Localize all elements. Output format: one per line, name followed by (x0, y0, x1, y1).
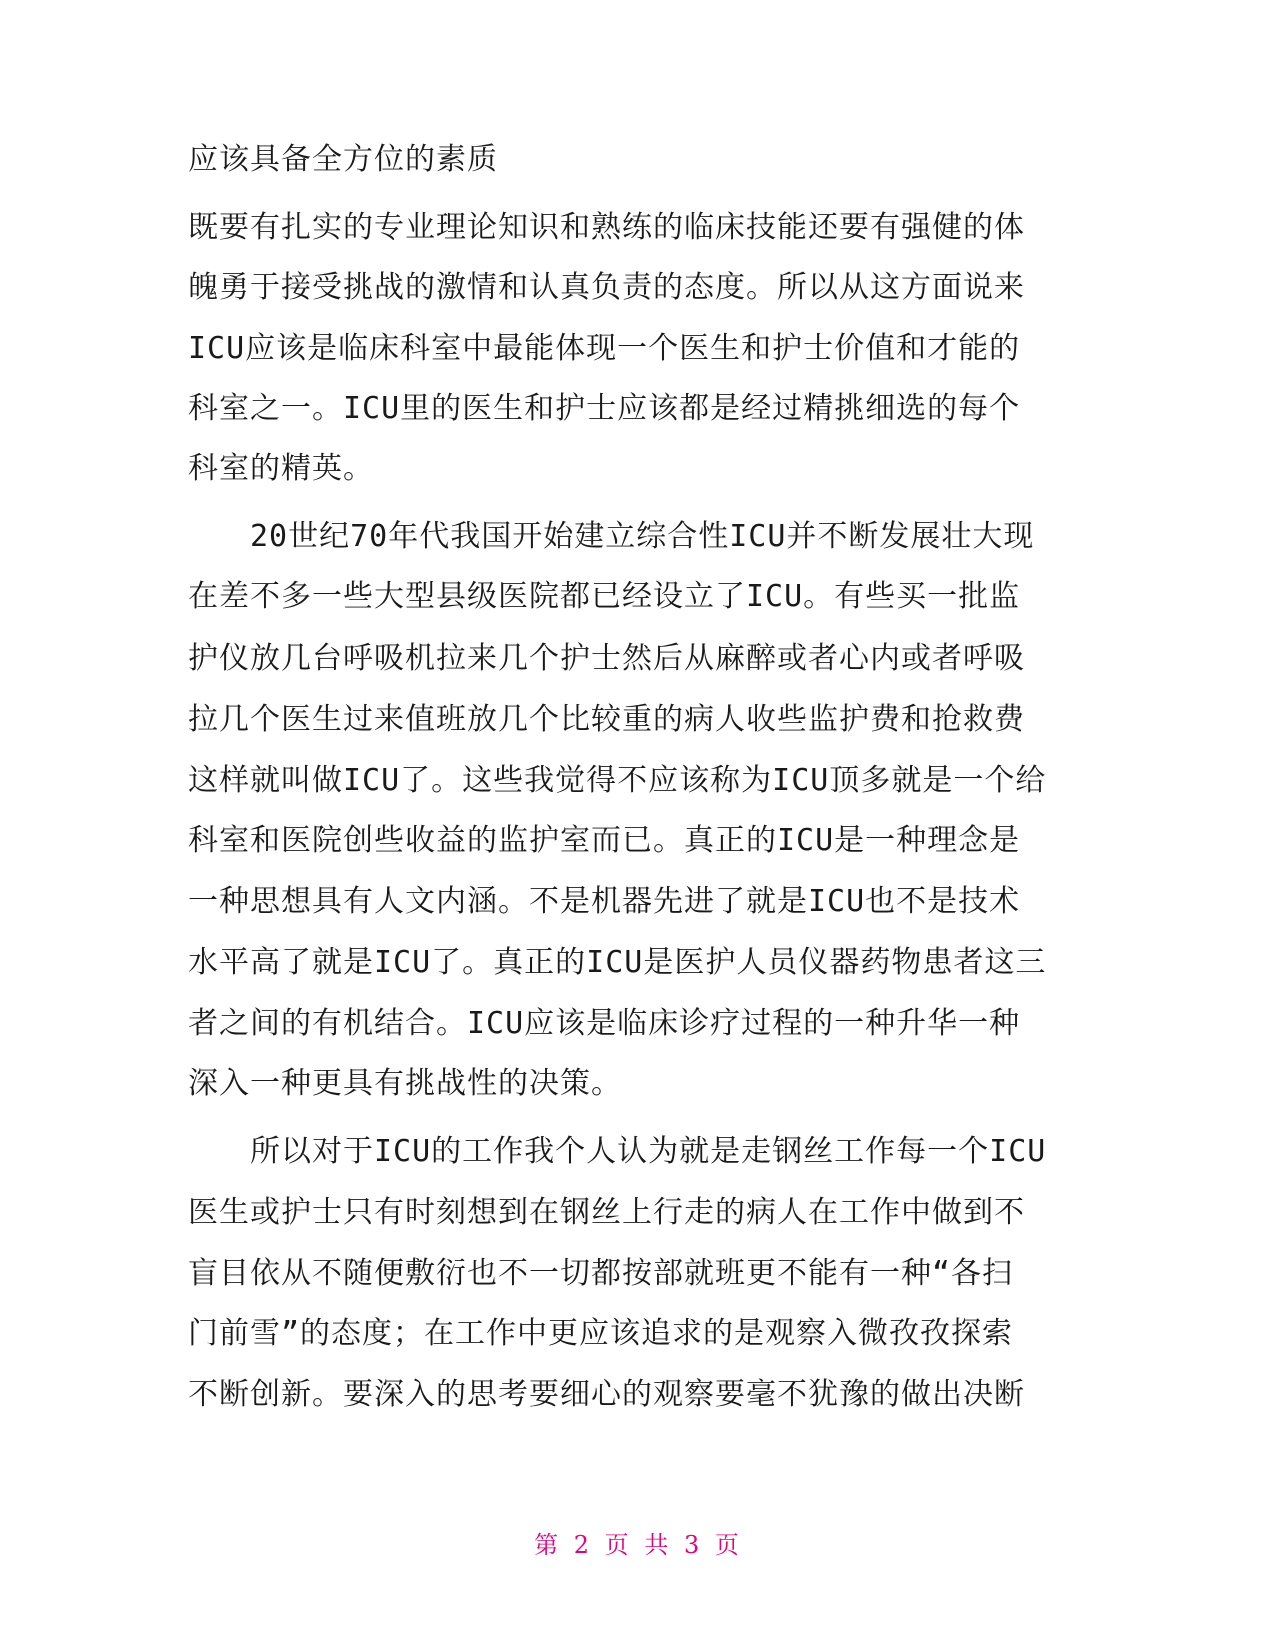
footer-suffix: 页 (714, 1531, 741, 1559)
text-line: 20世纪70年代我国开始建立综合性ICU并不断发展壮大现 (188, 519, 1035, 554)
footer-prefix: 第 (534, 1531, 561, 1559)
text-line: 一种思想具有人文内涵。不是机器先进了就是ICU也不是技术 (188, 884, 1021, 919)
text-line: 门前雪”的态度；在工作中更应该追求的是观察入微孜孜探索 (188, 1316, 1014, 1351)
footer-middle-2: 共 (644, 1531, 671, 1559)
text-line: 深入一种更具有挑战性的决策。 (188, 1066, 622, 1101)
page-footer (0, 1525, 1275, 1560)
text-line: 这样就叫做ICU了。这些我觉得不应该称为ICU顶多就是一个给 (188, 763, 1047, 798)
text-line: 科室之一。ICU里的医生和护士应该都是经过精挑细选的每个 (188, 391, 1021, 426)
text-line: 护仪放几台呼吸机拉来几个护士然后从麻醉或者心内或者呼吸 (188, 641, 1025, 676)
text-line: 者之间的有机结合。ICU应该是临床诊疗过程的一种升华一种 (188, 1006, 1021, 1041)
text-line: 不断创新。要深入的思考要细心的观察要毫不犹豫的做出决断 (188, 1377, 1025, 1412)
footer-page-current: 2 (573, 1531, 592, 1559)
text-line: 拉几个医生过来值班放几个比较重的病人收些监护费和抢救费 (188, 702, 1025, 737)
text-line: 科室和医院创些收益的监护室而已。真正的ICU是一种理念是 (188, 823, 1021, 858)
text-line: 科室的精英。 (188, 451, 374, 486)
text-line: 应该具备全方位的素质 (188, 142, 498, 177)
text-line: 在差不多一些大型县级医院都已经设立了ICU。有些买一批监 (188, 579, 1021, 614)
text-line: 盲目依从不随便敷衍也不一切都按部就班更不能有一种“各扫 (188, 1256, 1014, 1291)
text-line: 医生或护士只有时刻想到在钢丝上行走的病人在工作中做到不 (188, 1195, 1025, 1230)
text-line: ICU应该是临床科室中最能体现一个医生和护士价值和才能的 (188, 331, 1021, 366)
text-line: 既要有扎实的专业理论知识和熟练的临床技能还要有强健的体 (188, 210, 1025, 245)
text-line: 所以对于ICU的工作我个人认为就是走钢丝工作每一个ICU (188, 1134, 1047, 1169)
text-line: 水平高了就是ICU了。真正的ICU是医护人员仪器药物患者这三 (188, 945, 1047, 980)
footer-middle-1: 页 (604, 1531, 631, 1559)
text-line: 魄勇于接受挑战的激情和认真负责的态度。所以从这方面说来 (188, 270, 1025, 305)
footer-page-total: 3 (683, 1531, 702, 1559)
